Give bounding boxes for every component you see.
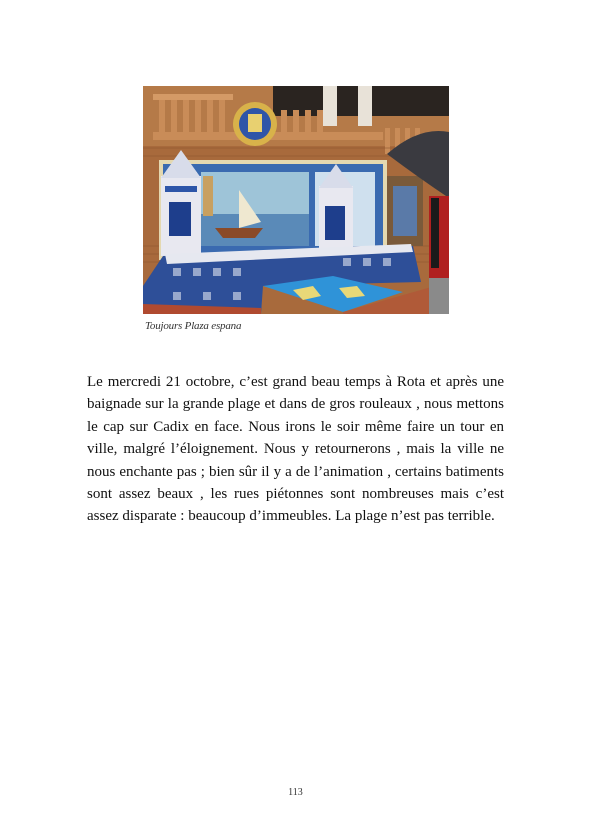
page-number: 113 [288, 787, 303, 798]
body-paragraph: Le mercredi 21 octobre, c’est grand beau temps à Rota et après une baignade sur la grande plage et dans de gros rouleaux , nous mettons le cap sur Cadix en face. Nous irons le soir même faire un tour en ville, malgré l’éloignement. Nous y retournerons , mais la ville ne nous enchante pas ; bien sûr il y a de l’animation , certains batiments sont assez beaux , les rues piétonnes sont nombreuses mais c’est assez disparate : beaucoup d’immeubles. La plage n’est pas terrible. [87, 374, 504, 525]
plaza-espana-photo [143, 86, 449, 314]
photo-caption: Toujours Plaza espana [145, 320, 242, 332]
